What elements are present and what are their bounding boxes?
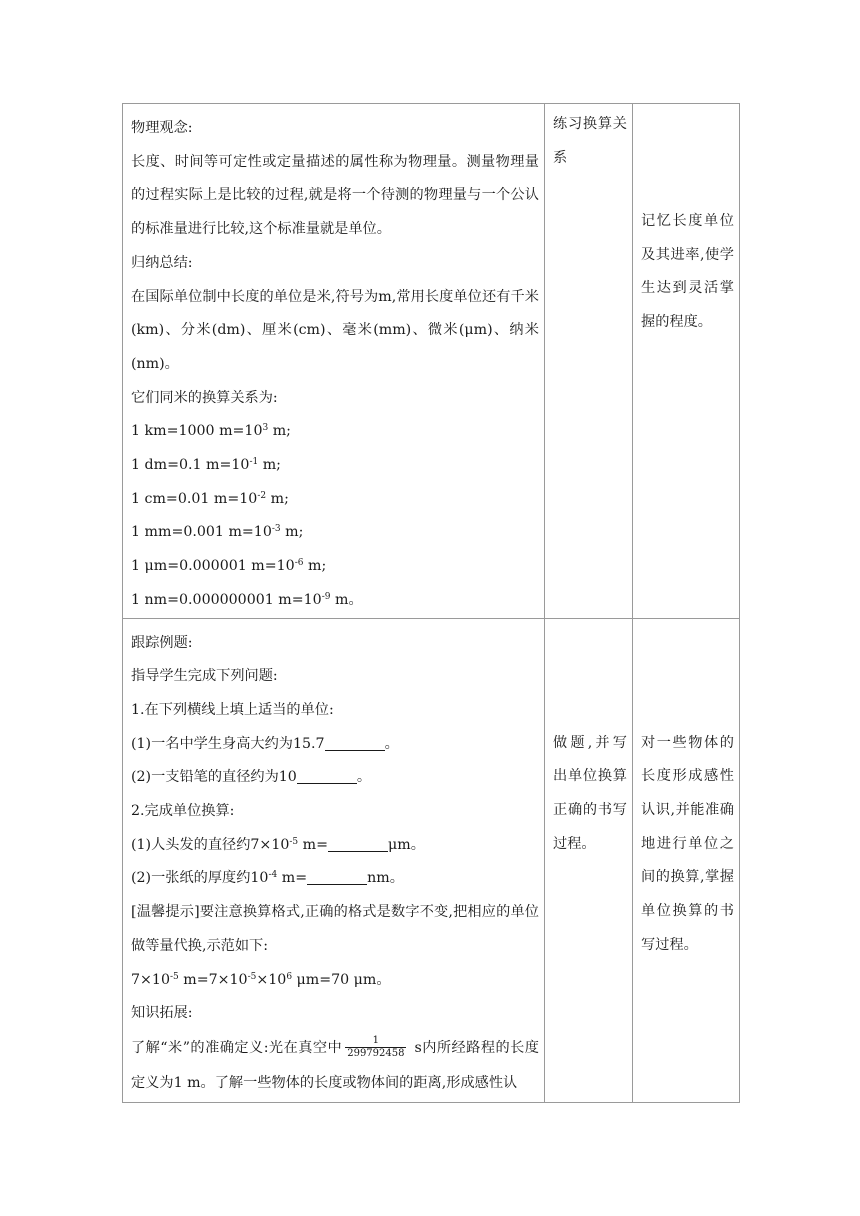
example-formula: $7\times 10^{-5}$ $m=7\times 10^{-5}\times 10^6$ μm=70 μm。 bbox=[131, 971, 391, 988]
table-row bbox=[123, 618, 740, 1102]
conversion-formula: 1 cm=0.01 $m=10^{-2}$ m; bbox=[131, 490, 289, 507]
paragraph: 指导学生完成下列问题: bbox=[131, 668, 278, 685]
question-heading: 1.在下列横线上填上适当的单位: bbox=[131, 701, 334, 718]
fraction: $\frac{1}{299792458}$ bbox=[347, 1035, 405, 1060]
student-activity-cell bbox=[545, 618, 633, 1102]
student-activity-cell bbox=[545, 104, 633, 619]
design-intent-text: 对一些物体的长度形成感性认识,并能准确地进行单位之间的换算,掌握单位换算的书写过程。 bbox=[641, 734, 734, 953]
section-heading: 知识拓展: bbox=[131, 1005, 193, 1022]
question-item: (1)人头发的直径约$7\times 10^{-5}$ m= μm。 bbox=[131, 836, 425, 853]
answer-blank bbox=[328, 837, 388, 852]
tip-paragraph: [温馨提示]要注意换算格式,正确的格式是数字不变,把相应的单位做等量代换,示范如下: bbox=[131, 904, 539, 954]
answer-blank bbox=[325, 735, 385, 750]
teaching-content-cell bbox=[123, 618, 545, 1102]
answer-blank bbox=[297, 769, 357, 784]
question-item: (2)一支铅笔的直径约为10 。 bbox=[131, 769, 372, 786]
design-intent-cell bbox=[633, 618, 740, 1102]
teaching-content bbox=[123, 104, 544, 618]
conversion-formula: 1 nm=0.000000001 $m=10^{-9}$ m。 bbox=[131, 591, 363, 608]
student-activity-text: 练习换算关系 bbox=[553, 116, 627, 166]
design-intent-text: 记忆长度单位及其进率,使学生达到灵活掌握的程度。 bbox=[641, 213, 734, 331]
extension-paragraph: 了解“米”的准确定义:光在真空中 $\frac{1}{299792458}$ s内所经路程的长度定义为1 m。了解一些物体的长度或物体间的距离,形成感性认 bbox=[131, 1035, 539, 1091]
table-row bbox=[123, 104, 740, 619]
conversion-formula: 1 dm=0.1 $m=10^{-1}$ m; bbox=[131, 457, 281, 474]
question-item: (1)一名中学生身高大约为15.7 。 bbox=[131, 735, 399, 752]
question-heading: 2.完成单位换算: bbox=[131, 803, 235, 820]
paragraph: 物理观念: bbox=[131, 120, 193, 136]
section-heading: 跟踪例题: bbox=[131, 634, 193, 651]
student-activity-text: 做题,并写出单位换算正确的书写过程。 bbox=[553, 734, 627, 852]
lesson-plan-table bbox=[122, 103, 740, 1103]
conversion-formula: 1 km=1000 $m=10^3$ m; bbox=[131, 423, 291, 440]
paragraph: 在国际单位制中长度的单位是米,符号为m,常用长度单位还有千米(km)、分米(dm)、厘米(cm)、毫米(mm)、微米(μm)、纳米(nm)。 bbox=[131, 288, 539, 372]
paragraph: 它们同米的换算关系为: bbox=[131, 389, 278, 406]
conversion-formula: 1 mm=0.001 $m=10^{-3}$ m; bbox=[131, 524, 304, 541]
question-item: (2)一张纸的厚度约$10^{-4}$ m= nm。 bbox=[131, 870, 404, 887]
design-intent-cell bbox=[633, 104, 740, 619]
conversion-formula: 1 μm=0.000001 $m=10^{-6}$ m; bbox=[131, 558, 327, 575]
teaching-content bbox=[123, 619, 544, 1101]
teaching-content-cell bbox=[123, 104, 545, 619]
paragraph: 归纳总结: bbox=[131, 254, 193, 271]
paragraph: 长度、时间等可定性或定量描述的属性称为物理量。测量物理量的过程实际上是比较的过程,就是将一个待测的物理量与一个公认的标准量进行比较,这个标准量就是单位。 bbox=[131, 153, 539, 238]
answer-blank bbox=[307, 870, 367, 885]
